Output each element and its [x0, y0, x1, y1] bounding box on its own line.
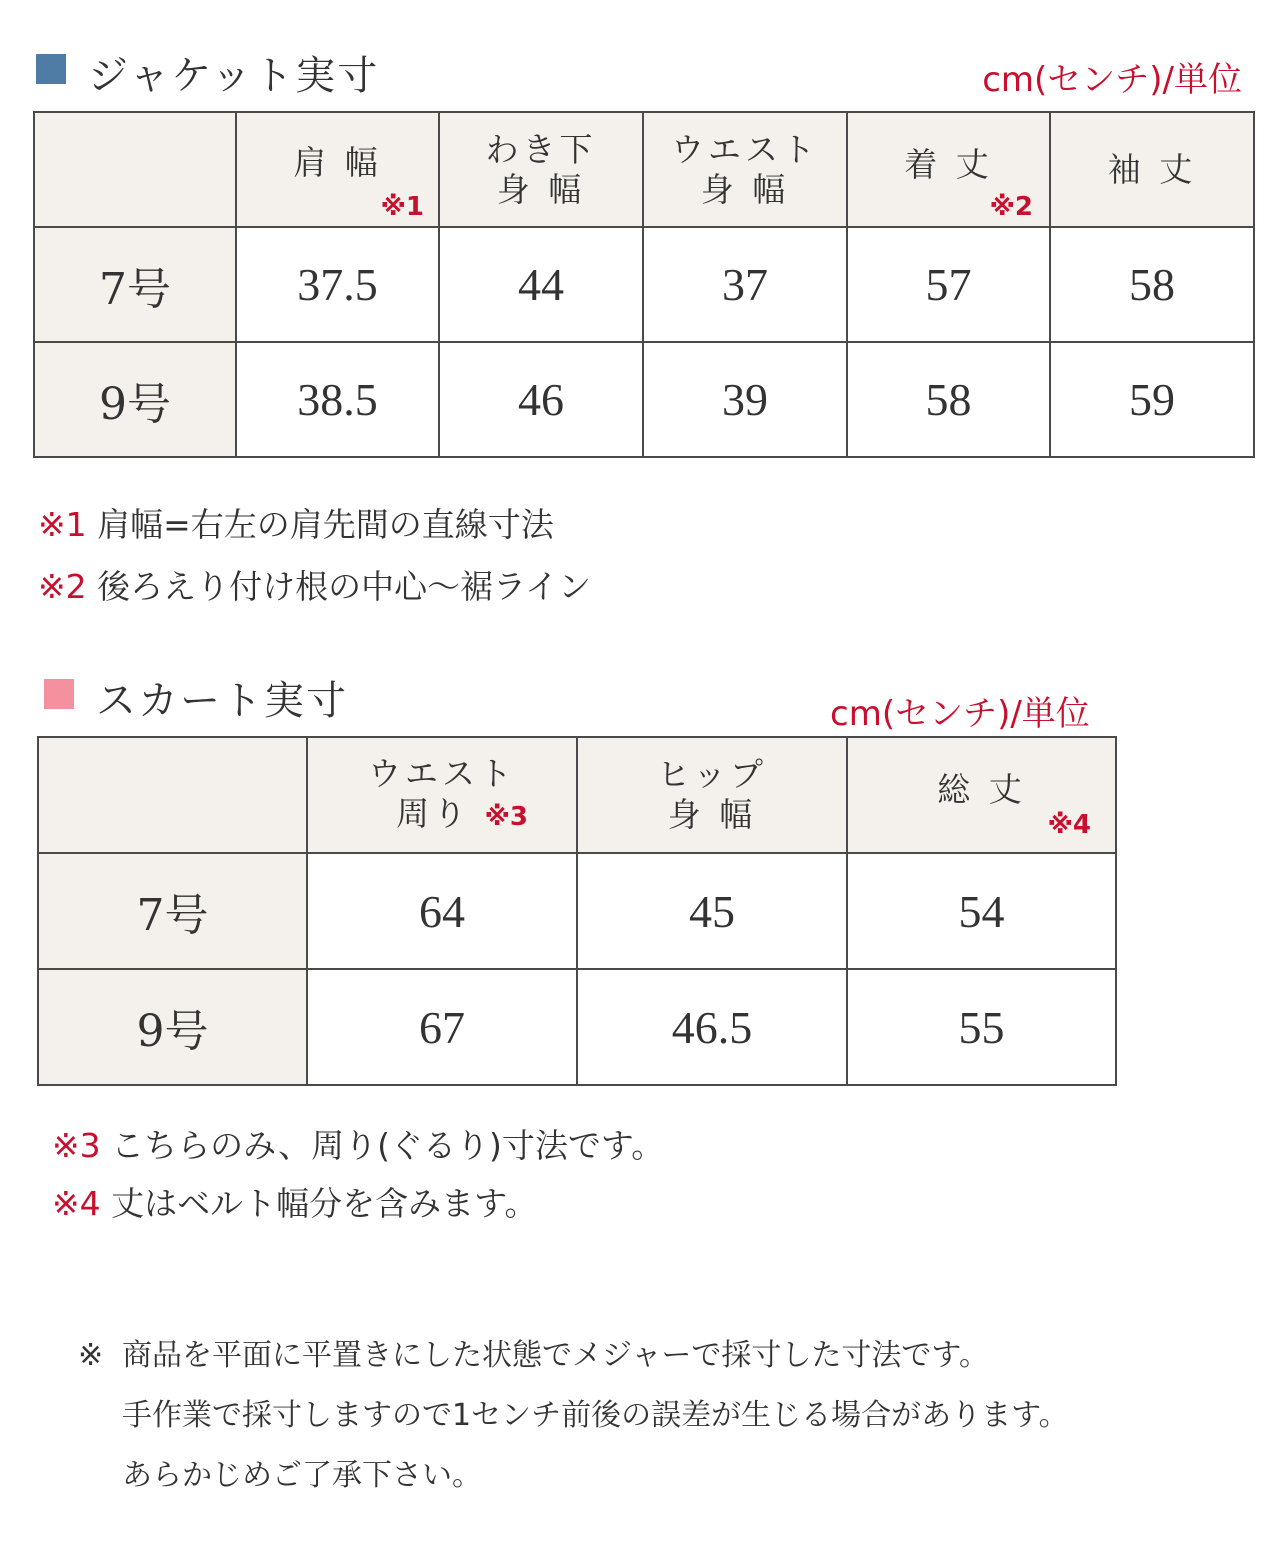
jacket-header-length — [847, 112, 1050, 227]
skirt-title: スカート実寸 — [96, 678, 348, 724]
jacket-title: ジャケット実寸 — [88, 53, 380, 99]
skirt-cell: 45 — [577, 853, 847, 969]
jacket-cell: 58 — [847, 342, 1050, 457]
header-label — [308, 794, 576, 837]
jacket-cell: 38.5 — [236, 342, 439, 457]
skirt-cell: 54 — [847, 853, 1116, 969]
skirt-section-square — [44, 679, 74, 709]
note-mark: ※3 — [52, 1126, 101, 1165]
header-label: 総 丈 — [937, 770, 1026, 809]
note-mark: ※3 — [484, 801, 528, 832]
jacket-header-underarm-width — [439, 112, 643, 227]
note-mark: ※2 — [38, 567, 87, 606]
skirt-unit-label: cm(センチ)/単位 — [830, 694, 1090, 734]
skirt-header-waist — [307, 737, 577, 853]
header-label: 身 幅 — [496, 169, 586, 209]
note-mark: ※1 — [38, 505, 87, 544]
footer-line-3: あらかじめご了承下さい。 — [122, 1458, 482, 1493]
jacket-note-2 — [38, 561, 591, 608]
note-text: こちらのみ、周り(ぐるり)寸法です。 — [111, 1126, 665, 1165]
jacket-row-label-9: 9号 — [34, 342, 236, 457]
header-label: わき下 — [485, 129, 597, 169]
header-label: 肩 幅 — [293, 142, 382, 182]
jacket-cell: 58 — [1050, 227, 1254, 342]
jacket-header-sleeve — [1050, 112, 1254, 227]
header-label: 身 幅 — [700, 169, 790, 209]
skirt-cell: 55 — [847, 969, 1116, 1085]
jacket-section-square — [36, 54, 66, 84]
footer-line-1: 商品を平面に平置きにした状態でメジャーで採寸した寸法です。 — [122, 1338, 989, 1373]
note-mark: ※1 — [380, 192, 424, 222]
jacket-size-table — [33, 111, 1255, 458]
note-mark: ※4 — [1047, 810, 1091, 840]
jacket-header-waist-width — [643, 112, 847, 227]
jacket-row-label-7: 7号 — [34, 227, 236, 342]
note-text: 丈はベルト幅分を含みます。 — [111, 1184, 538, 1223]
jacket-note-1 — [38, 499, 554, 546]
jacket-header-shoulder — [236, 112, 439, 227]
jacket-cell: 37 — [643, 227, 847, 342]
jacket-cell: 46 — [439, 342, 643, 457]
jacket-cell: 57 — [847, 227, 1050, 342]
header-label: ウエスト — [671, 129, 819, 169]
jacket-cell: 44 — [439, 227, 643, 342]
skirt-row-label-7: 7号 — [38, 853, 307, 969]
header-label: 身 幅 — [667, 795, 757, 834]
header-label: 着 丈 — [904, 144, 993, 184]
skirt-note-4 — [52, 1178, 538, 1225]
skirt-header-total-length — [847, 737, 1116, 853]
skirt-header-corner — [38, 737, 307, 853]
header-label: ウエスト — [368, 753, 516, 793]
header-label-text: 周り — [396, 793, 471, 833]
skirt-row-label-9: 9号 — [38, 969, 307, 1085]
skirt-header-hip — [577, 737, 847, 853]
footer-line-2: 手作業で採寸しますので1センチ前後の誤差が生じる場合があります。 — [122, 1398, 1069, 1433]
header-label: ヒップ — [656, 755, 767, 794]
jacket-cell: 39 — [643, 342, 847, 457]
note-mark: ※4 — [52, 1184, 101, 1223]
note-text: 後ろえり付け根の中心～裾ライン — [97, 567, 592, 606]
jacket-header-corner — [34, 112, 236, 227]
jacket-cell: 37.5 — [236, 227, 439, 342]
skirt-cell: 67 — [307, 969, 577, 1085]
note-mark: ※2 — [989, 192, 1033, 222]
note-text: 肩幅=右左の肩先間の直線寸法 — [97, 505, 554, 544]
jacket-cell: 59 — [1050, 342, 1254, 457]
skirt-cell: 46.5 — [577, 969, 847, 1085]
footer-mark: ※ — [78, 1338, 104, 1373]
jacket-unit-label: cm(センチ)/単位 — [982, 60, 1242, 100]
skirt-size-table — [37, 736, 1117, 1086]
skirt-note-3 — [52, 1120, 664, 1167]
header-label: 袖 丈 — [1107, 149, 1197, 189]
skirt-cell: 64 — [307, 853, 577, 969]
